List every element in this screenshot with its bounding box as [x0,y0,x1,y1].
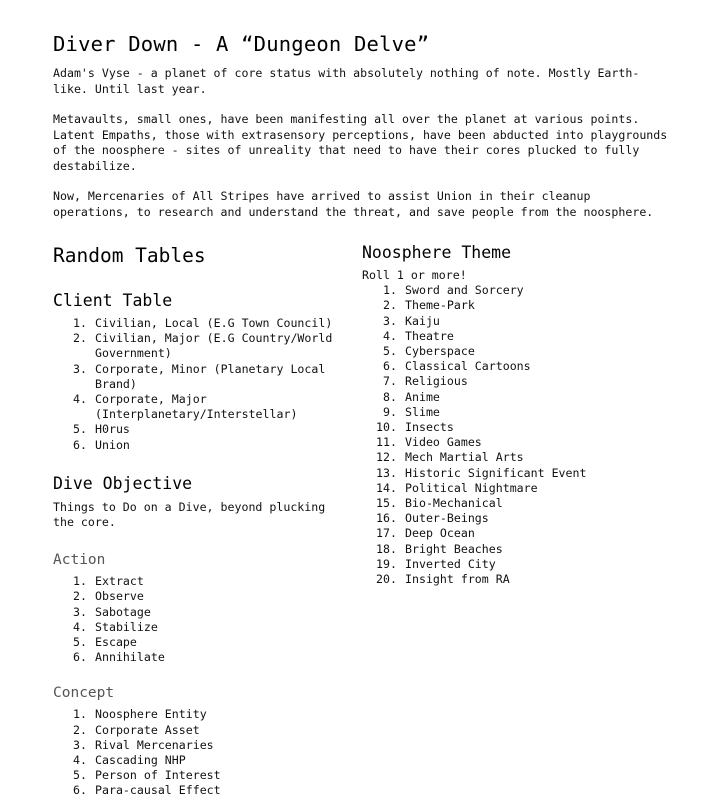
list-item: 10. Insects [376,420,454,435]
list-item: 17. Deep Ocean [376,526,475,541]
list-item: 4. Stabilize [73,619,158,634]
list-item: 2. Civilian, Major (E.G Country/World Government) [73,331,333,361]
list-item: 14. Political Nightmare [376,480,538,495]
noosphere-theme-column [362,242,662,587]
list-item: 8. Anime [383,389,440,404]
list-item: 7. Religious [383,374,468,389]
list-item: 5. Person of Interest [73,768,221,783]
list-item: 1. Extract [73,574,144,589]
dive-objective-note: Things to Do on a Dive, beyond plucking the core. [53,499,326,530]
list-item: 13. Historic Significant Event [376,465,587,480]
action-list [53,574,343,665]
action-heading: Action [53,552,106,569]
concept-heading: Concept [53,685,115,702]
list-item: 6. Annihilate [73,650,165,665]
intro-paragraph-2: Metavaults, small ones, have been manifesting all over the planet at various points. Latent Empaths, those with extrasensory perceptions, have been abducted into playgrounds of the noosphere - sites of unreality that need to have their cores plucked to fully destabilize. [53,112,668,173]
noosphere-theme-list [362,283,662,587]
intro-paragraph-3: Now, Mercenaries of All Stripes have arrived to assist Union in their cleanup operations, to research and understand the threat, and save people from the noosphere. [53,189,654,219]
list-item: 12. Mech Martial Arts [376,450,524,465]
list-item: 11. Video Games [376,435,482,450]
random-tables-column [53,242,343,799]
list-item: 1. Sword and Sorcery [383,283,524,298]
list-item: 3. Rival Mercenaries [73,737,214,752]
list-item: 4. Theatre [383,328,454,343]
list-item: 6. Union [73,437,130,452]
document-page [53,30,668,798]
list-item: 5. Cyberspace [383,344,475,359]
random-tables-heading: Random Tables [53,244,206,267]
list-item: 9. Slime [383,404,440,419]
list-item: 5. Escape [73,635,137,650]
list-item: 4. Cascading NHP [73,753,186,768]
list-item: 18. Bright Beaches [376,541,503,556]
intro-paragraph-1: Adam's Vyse - a planet of core status with absolutely nothing of note. Mostly Earth-like. Until last year. [53,66,640,96]
list-item: 3. Corporate, Minor (Planetary Local Brand) [73,361,326,391]
noosphere-theme-note: Roll 1 or more! [362,268,467,282]
list-item: 19. Inverted City [376,556,496,571]
client-table-list [53,316,343,453]
list-item: 5. H0rus [73,422,130,437]
list-item: 1. Civilian, Local (E.G Town Council) [73,316,333,330]
dive-objective-heading: Dive Objective [53,473,193,493]
list-item: 3. Kaiju [383,313,440,328]
list-item: 15. Bio-Mechanical [376,496,503,511]
list-item: 6. Para-causal Effect [73,783,221,798]
list-item: 2. Theme-Park [383,298,475,313]
list-item: 20. Insight from RA [376,572,510,587]
list-item: 16. Outer-Beings [376,511,489,526]
list-item: 1. Noosphere Entity [73,707,207,722]
document-title: Diver Down - A “Dungeon Delve” [53,32,430,56]
noosphere-theme-heading: Noosphere Theme [362,243,512,262]
list-item: 2. Observe [73,589,144,604]
list-item: 4. Corporate, Major (Interplanetary/Interstellar) [73,392,298,422]
concept-list [53,707,343,798]
list-item: 6. Classical Cartoons [383,359,531,374]
list-item: 3. Sabotage [73,604,151,619]
list-item: 2. Corporate Asset [73,722,200,737]
client-table-heading: Client Table [53,291,173,310]
